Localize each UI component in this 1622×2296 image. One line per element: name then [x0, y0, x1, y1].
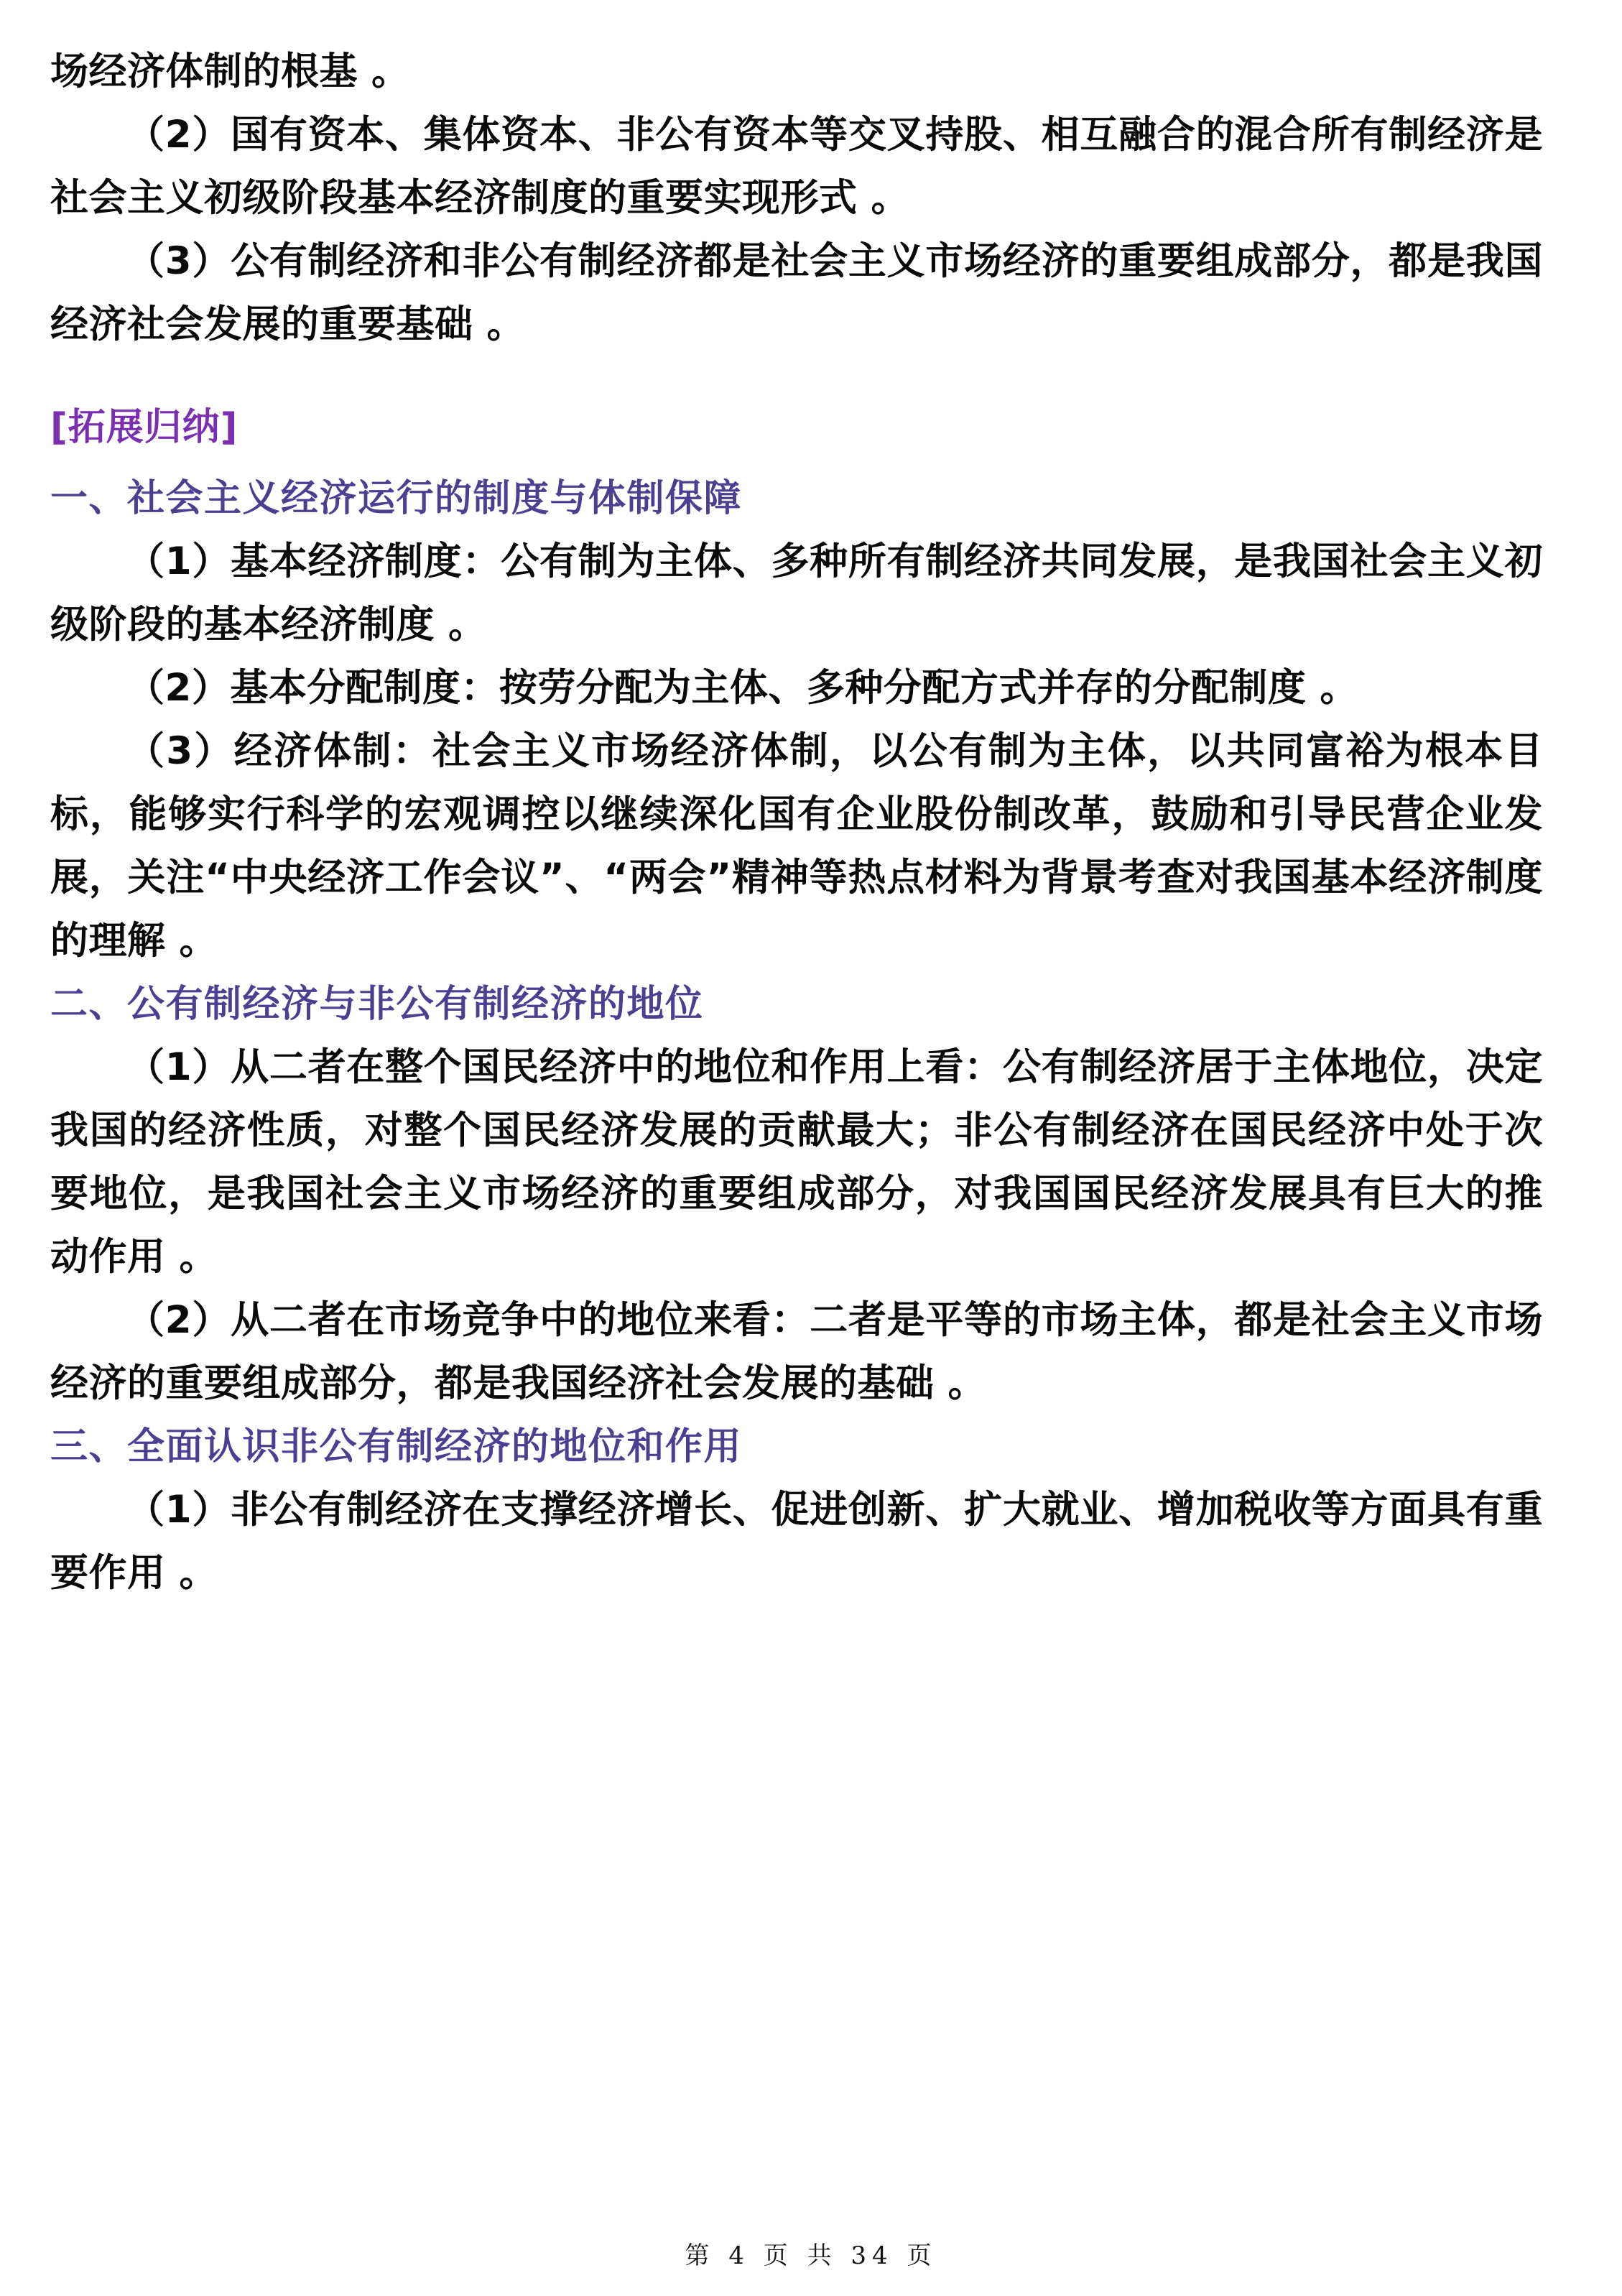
section-2-item-1: （1）从二者在整个国民经济中的地位和作用上看：公有制经济居于主体地位，决定我国的经济性质，对整个国民经济发展的贡献最大；非公有制经济在国民经济中处于次要地位，是我国社会主义市场经济的重要组成部分，对我国国民经济发展具有巨大的推动作用 。 [50, 1045, 1543, 1279]
section-heading-2: 二、公有制经济与非公有制经济的地位 [50, 983, 704, 1026]
paragraph-top-2: （2）国有资本、集体资本、非公有资本等交叉持股、相互融合的混合所有制经济是社会主义初级阶段基本经济制度的重要实现形式 。 [50, 113, 1543, 220]
carryover-line: 场经济体制的根基 。 [50, 50, 410, 93]
section-1-item-2: （2）基本分配制度：按劳分配为主体、多种分配方式并存的分配制度 。 [126, 666, 1358, 710]
spacer [50, 356, 1543, 397]
spacer [50, 458, 1543, 467]
section-3-item-1: （1）非公有制经济在支撑经济增长、促进创新、扩大就业、增加税收等方面具有重要作用 。 [50, 1488, 1543, 1595]
section-1-item-1: （1）基本经济制度：公有制为主体、多种所有制经济共同发展，是我国社会主义初级阶段的基本经济制度 。 [50, 540, 1543, 647]
page-footer [0, 2240, 1622, 2272]
bracket-heading: [拓展归纳] [50, 406, 238, 449]
paragraph-top-3: （3）公有制经济和非公有制经济都是社会主义市场经济的重要组成部分，都是我国经济社会发展的重要基础 。 [50, 239, 1543, 346]
page-number-text: 第 4 页 共 34 页 [685, 2241, 937, 2270]
section-1-item-3: （3）经济体制：社会主义市场经济体制，以公有制为主体，以共同富裕为根本目标，能够实行科学的宏观调控以继续深化国有企业股份制改革，鼓励和引导民营企业发展，关注“中央经济工作会议”、“两会”精神等热点材料为背景考查对我国基本经济制度的理解 。 [50, 729, 1543, 963]
section-heading-1: 一、社会主义经济运行的制度与体制保障 [50, 477, 743, 520]
section-2-item-2: （2）从二者在市场竞争中的地位来看：二者是平等的市场主体，都是社会主义市场经济的重要组成部分，都是我国经济社会发展的基础 。 [50, 1298, 1543, 1405]
document-body [50, 40, 1543, 1605]
section-heading-3: 三、全面认识非公有制经济的地位和作用 [50, 1425, 743, 1468]
